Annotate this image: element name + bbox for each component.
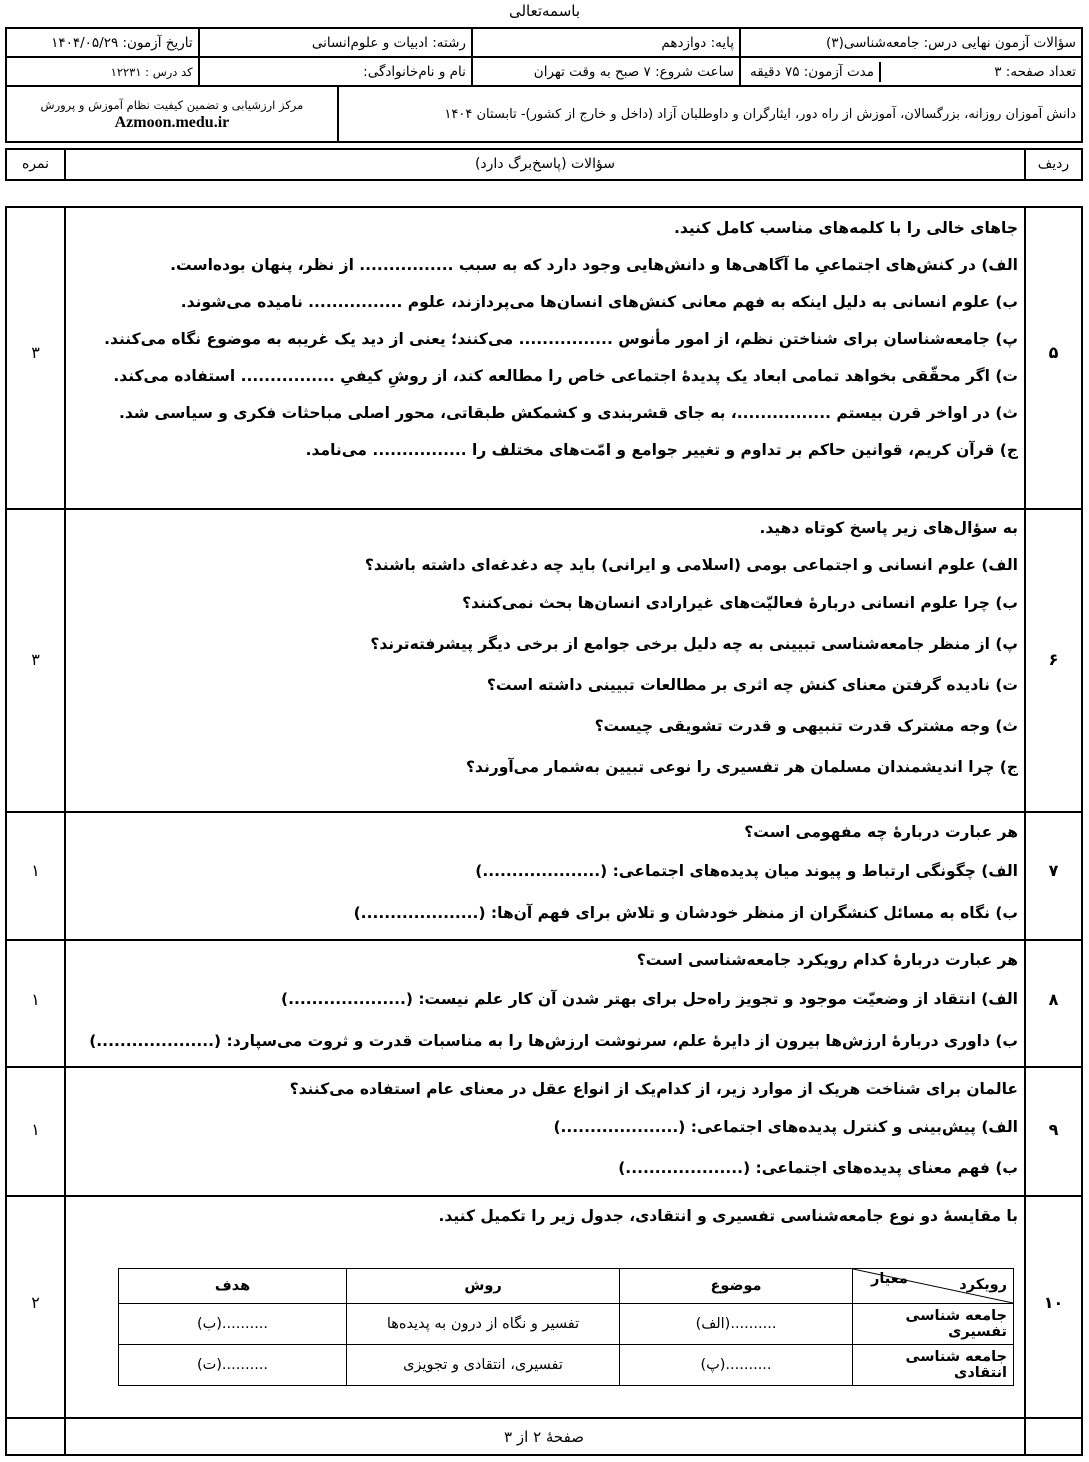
question-item: ج) چرا اندیشمندان مسلمان هر تفسیری را نوعی تبیین به‌شمار می‌آورند؟ — [466, 758, 1018, 776]
page-indicator: صفحهٔ ۲ از ۳ — [504, 1428, 584, 1446]
header-course-code: کد درس : ۱۲۲۳۱ — [6, 57, 199, 86]
score-label-text: نمره — [21, 156, 50, 172]
row-divider — [7, 1195, 1081, 1197]
header-field: رشته: ادبیات و علوم‌انسانی — [199, 28, 472, 57]
question-item: ب) نگاه به مسائل کنشگران از منظر خودشان و تلاش برای فهم آن‌ها: (....................) — [353, 904, 1018, 922]
question-heading: هر عبارت دربارهٔ چه مفهومی است؟ — [744, 823, 1018, 841]
question-number: ۸ — [1048, 990, 1059, 1009]
question-score: ۱ — [31, 861, 40, 880]
row-label-text: ردیف — [1037, 156, 1070, 172]
row-divider — [7, 939, 1081, 941]
column-score-label — [7, 150, 64, 179]
row-label: جامعه شناسی انتقادی — [853, 1345, 1014, 1386]
question-item: الف) انتقاد از وضعیّت موجود و تجویز راه‌حل برای بهتر شدن آن کار علم نیست: (....................) — [281, 990, 1018, 1008]
question-number: ۱۰ — [1043, 1293, 1064, 1312]
page-footer — [5, 1417, 1083, 1456]
table-row — [119, 1304, 1014, 1345]
table-cell: ..........(ب) — [119, 1304, 347, 1345]
table-cell: ..........(پ) — [620, 1345, 853, 1386]
column-divider-left — [64, 208, 66, 1454]
header-center: مرکز ارزشیابی و تضمین کیفیت نظام آموزش و پرورش — [40, 98, 304, 112]
question-item: ب) فهم معنای پدیده‌های اجتماعی: (....................) — [618, 1159, 1018, 1177]
header-duration: مدت آزمون: ۷۵ دقیقه — [750, 63, 874, 80]
question-number: ۹ — [1048, 1120, 1059, 1139]
column-method: روش — [347, 1269, 620, 1304]
question-number: ۶ — [1048, 650, 1059, 669]
question-9 — [70, 1072, 1018, 1188]
table-row — [119, 1345, 1014, 1386]
question-number: ۵ — [1048, 343, 1059, 362]
header-grade: پایه: دوازدهم — [472, 28, 740, 57]
corner-criterion: معیار — [871, 1271, 908, 1287]
question-10 — [70, 1198, 1018, 1235]
question-heading: عالمان برای شناخت هریک از موارد زیر، از کدام‌یک از انواع عقل در معنای عام استفاده می‌کنند؟ — [289, 1080, 1018, 1098]
questions-label-text: سؤالات (پاسخ‌برگ دارد) — [474, 156, 616, 172]
header-website: Azmoon.medu.ir — [114, 114, 230, 131]
question-item: ث) وجه مشترک قدرت تنبیهی و قدرت تشویقی چیست؟ — [594, 717, 1018, 735]
question-item: ت) اگر محقّقی بخواهد تمامی ابعاد یک پدیدهٔ اجتماعی خاص را مطالعه کند، از روشِ کیفیِ ................ استفاده می‌کند. — [113, 367, 1018, 385]
page-top-title: باسمه‌تعالی — [508, 2, 581, 20]
question-6 — [70, 510, 1018, 790]
question-heading: جاهای خالی را با کلمه‌های مناسب کامل کنید. — [674, 219, 1018, 237]
exam-header — [5, 27, 1083, 143]
column-header-row — [5, 148, 1083, 181]
question-number: ۷ — [1048, 861, 1059, 880]
table-cell: تفسیری، انتقادی و تجویزی — [347, 1345, 620, 1386]
header-subject: سؤالات آزمون نهایی درس: جامعه‌شناسی(۳) — [740, 28, 1082, 57]
question-score: ۲ — [31, 1293, 40, 1312]
question-item: ث) در اواخر قرن بیستم ................، به جای قشربندی و کشمکش طبقاتی، محور اصلی مباحثات فکری و سیاسی شد. — [119, 404, 1018, 422]
question-item: ج) قرآن کریم، قوانین حاکم بر تداوم و تغییر جوامع و امّت‌های مختلف را ................ می‌نامد. — [305, 441, 1018, 459]
header-date: تاریخ آزمون: ۱۴۰۴/۰۵/۲۹ — [6, 28, 199, 57]
header-center-cell — [6, 86, 338, 142]
row-divider — [7, 811, 1081, 813]
header-pages-text: تعداد صفحه: ۳ — [879, 62, 1081, 82]
question-heading: هر عبارت دربارهٔ کدام رویکرد جامعه‌شناسی است؟ — [636, 951, 1018, 969]
question-score: ۱ — [31, 1120, 40, 1139]
corner-approach: رویکرد — [959, 1277, 1007, 1293]
question-item: الف) علوم انسانی و اجتماعی بومی (اسلامی و ایرانی) باید چه دغدغه‌ای داشته باشند؟ — [364, 556, 1018, 574]
question-8 — [70, 943, 1018, 1061]
table-corner — [853, 1269, 1014, 1304]
table-cell: ..........(الف) — [620, 1304, 853, 1345]
question-item: ب) چرا علوم انسانی دربارهٔ فعالیّت‌های غیرارادی انسان‌ها بحث نمی‌کنند؟ — [462, 594, 1018, 612]
question-item: پ) جامعه‌شناسان برای شناختن نظم، از امور مأنوس ................ می‌کنند؛ یعنی از دید یک غریبه به موضوع نگاه می‌کنند. — [104, 330, 1018, 348]
row-divider — [7, 1066, 1081, 1068]
question-item: ت) نادیده گرفتن معنای کنش چه اثری بر مطالعات تبیینی داشته است؟ — [486, 676, 1018, 694]
column-divider-right — [1024, 208, 1026, 1454]
column-questions-label — [64, 150, 1024, 179]
question-heading: به سؤال‌های زیر پاسخ کوتاه دهید. — [759, 519, 1018, 537]
question-item: پ) از منظر جامعه‌شناسی تبیینی به چه دلیل برخی جوامع از برخی دیگر پیشرفته‌ترند؟ — [370, 635, 1018, 653]
question-heading: با مقایسهٔ دو نوع جامعه‌شناسی تفسیری و انتقادی، جدول زیر را تکمیل کنید. — [438, 1207, 1018, 1225]
column-subject: موضوع — [620, 1269, 853, 1304]
column-row-label — [1024, 150, 1081, 179]
question-5 — [70, 210, 1018, 469]
question-score: ۳ — [31, 650, 40, 669]
question-item: الف) چگونگی ارتباط و پیوند میان پدیده‌های اجتماعی: (....................) — [475, 862, 1018, 880]
column-goal: هدف — [119, 1269, 347, 1304]
header-pages — [740, 57, 1082, 86]
comparison-table — [118, 1268, 1014, 1386]
row-label: جامعه شناسی تفسیری — [853, 1304, 1014, 1345]
table-cell: ..........(ت) — [119, 1345, 347, 1386]
question-score: ۳ — [31, 343, 40, 362]
question-item: الف) پیش‌بینی و کنترل پدیده‌های اجتماعی: (....................) — [553, 1118, 1018, 1136]
question-item: ب) داوری دربارهٔ ارزش‌ها بیرون از دایرهٔ علم، سرنوشت ارزش‌ها را به مناسبات قدرت و ثروت می‌سپارد: (....................) — [89, 1032, 1018, 1050]
header-start-time: ساعت شروع: ۷ صبح به وقت تهران — [472, 57, 740, 86]
question-item: الف) در کنش‌های اجتماعیِ ما آگاهی‌ها و دانش‌هایی وجود دارد که به سبب ................ از نظر، پنهان بوده‌است. — [170, 256, 1018, 274]
table-cell: تفسیر و نگاه از درون به پدیده‌ها — [347, 1304, 620, 1345]
header-audience: دانش آموزان روزانه، بزرگسالان، آموزش از راه دور، ایثارگران و داوطلبان آزاد (داخل و خارج از کشور)- تابستان ۱۴۰۴ — [338, 86, 1082, 142]
header-name-label: نام و نام‌خانوادگی: — [199, 57, 472, 86]
question-score: ۱ — [31, 990, 40, 1009]
question-item: ب) علوم انسانی به دلیل اینکه به فهم معانی کنش‌های انسان‌ها می‌پردازند، علوم ................ نامیده می‌شوند. — [180, 293, 1018, 311]
question-7 — [70, 815, 1018, 933]
